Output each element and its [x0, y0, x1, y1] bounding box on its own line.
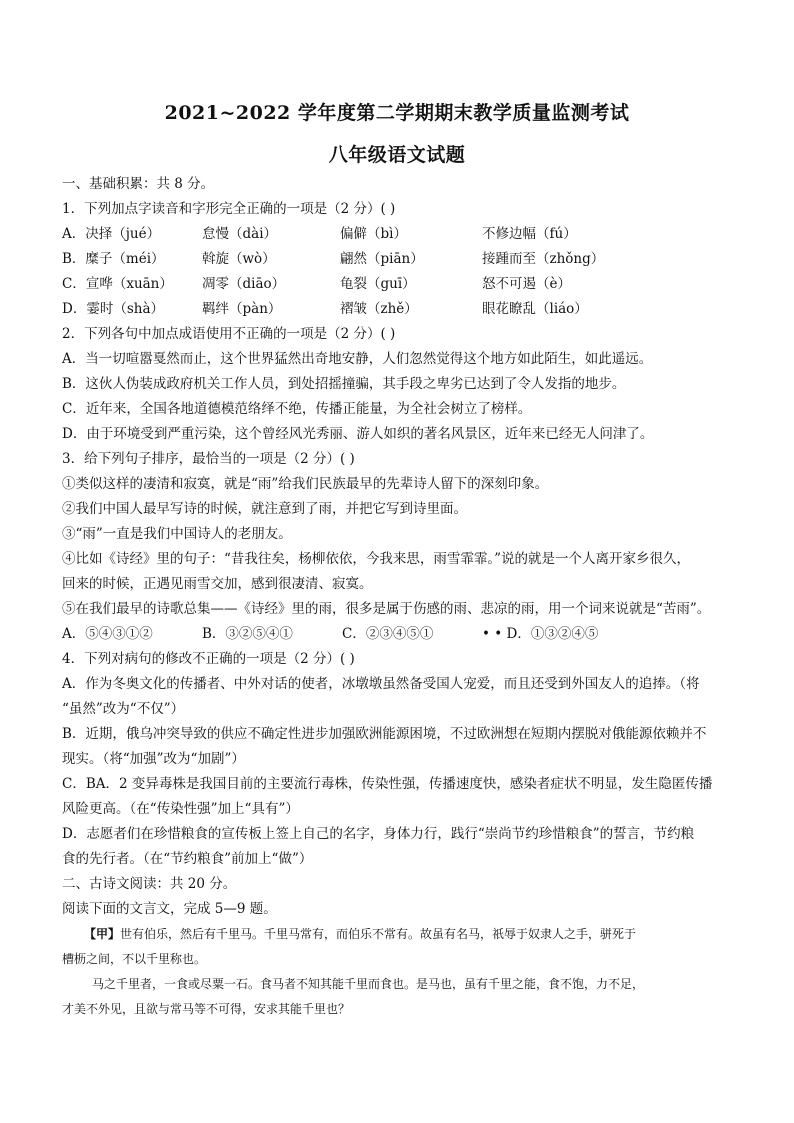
question-3-sentence: ②我们中国人最早写诗的时候，就注意到了雨，并把它写到诗里面。: [62, 501, 467, 517]
answer-option: A．⑤④③①②: [62, 626, 153, 642]
reading-intro: 阅读下面的文言文，完成 5—9 题。: [62, 901, 277, 917]
question-2-option-d: D．由于环境受到严重污染，这个曾经风光秀丽、游人如织的著名风景区，近年来已经无人问津了。: [62, 426, 654, 442]
option-text: 不修边幅（fú）: [482, 226, 577, 242]
section-1-heading: 一、基础积累：共 8 分。: [62, 176, 215, 192]
classical-paragraph-2-line-2: 才美不外见，且欲与常马等不可得，安求其能千里也？: [62, 1002, 351, 1016]
option-text: 翩然（piān）: [340, 251, 424, 267]
question-2-option-a: A．当一切喧嚣戛然而止，这个世界猛然出奇地安静，人们忽然觉得这个地方如此陌生，如此遥远。: [62, 351, 653, 367]
question-4-line: 食的先行者。（在“节约粮食”前加上“做”）: [62, 851, 313, 867]
exam-title: 2021~2022 学年度第二学期期末教学质量监测考试: [164, 102, 630, 124]
option-text: B．糜子（méi）: [62, 251, 165, 267]
option-text: 偏僻（bì）: [340, 226, 407, 242]
question-3-sentence: ①类似这样的凄清和寂寞，就是“雨”给我们民族最早的先辈诗人留下的深刻印象。: [62, 476, 549, 492]
classical-paragraph-2-line-1: 马之千里者，一食或尽粟一石。食马者不知其能千里而食也。是马也，虽有千里之能，食不饱，力不足，: [92, 977, 645, 991]
question-3-sentence: ⑤在我们最早的诗歌总集——《诗经》里的雨，很多是属于伤感的雨、悲凉的雨，用一个词来说就是“苦雨”。: [62, 601, 711, 617]
question-2-stem: 2．下列各句中加点成语使用不正确的一项是（2 分）( ): [62, 326, 396, 342]
question-1-stem: 1．下列加点字读音和字形完全正确的一项是（2 分）( ): [62, 201, 396, 217]
answer-option: C．②③④⑤①: [342, 626, 434, 642]
question-4-line: A．作为冬奥文化的传播者、中外对话的使者，冰墩墩虽然备受国人宠爱，而且还受到外国友人的追捧。（将: [62, 676, 700, 692]
section-2-heading: 二、古诗文阅读：共 20 分。: [62, 876, 237, 892]
question-4-stem: 4．下列对病句的修改不正确的一项是（2 分）( ): [62, 651, 355, 667]
question-3-sentence: ③“雨”一直是我们中国诗人的老朋友。: [62, 526, 292, 542]
question-3-sentence: ④比如《诗经》里的句子：“昔我往矣，杨柳依依，今我来思，雨雪霏霏。”说的就是一个人离开家乡很久，: [62, 551, 691, 567]
question-2-option-c: C．近年来，全国各地道德模范络绎不绝，传播正能量，为全社会树立了榜样。: [62, 401, 532, 417]
option-text: 褶皱（zhě）: [340, 301, 418, 317]
option-text: 羁绊（pàn）: [202, 301, 282, 317]
classical-text: 世有伯乐，然后有千里马。千里马常有，而伯乐不常有。故虽有名马，祇辱于奴隶人之手，骈死于: [120, 927, 637, 941]
question-4-line: “虽然”改为“不仅”）: [62, 701, 185, 717]
option-text: 接踵而至（zhǒng）: [482, 251, 605, 267]
option-text: D．霎时（shà）: [62, 301, 164, 317]
answer-option: B．③②⑤④①: [202, 626, 293, 642]
option-text: 怠慢（dài）: [202, 226, 278, 242]
question-3-stem: 3．给下列句子排序，最恰当的一项是（2 分）( ): [62, 451, 355, 467]
question-4-line: D．志愿者们在珍惜粮食的宣传板上签上自己的名字，身体力行，践行“崇尚节约珍惜粮食”的誓言，节约粮: [62, 826, 695, 842]
passage-tag: 【甲】: [84, 927, 121, 941]
option-text: 斡旋（wò）: [202, 251, 276, 267]
option-text: 龟裂（guī）: [340, 276, 416, 292]
question-4-line: C．BA．2 变异毒株是我国目前的主要流行毒株，传染性强，传播速度快，感染者症状不明显，发生隐匿传播: [62, 776, 713, 792]
question-2-option-b: B．这伙人伪装成政府机关工作人员，到处招摇撞骗，其手段之卑劣已达到了令人发指的地步。: [62, 376, 626, 392]
option-text: A．决择（jué）: [62, 226, 161, 242]
classical-paragraph-1-line-1: [84, 926, 636, 942]
answer-option: • • D．①③②④⑤: [482, 626, 599, 642]
classical-paragraph-1-line-2: 槽枥之间，不以千里称也。: [62, 952, 207, 966]
exam-subtitle: 八年级语文试题: [328, 144, 466, 166]
option-text: 怒不可遏（è）: [482, 276, 571, 292]
option-text: 凋零（diāo）: [202, 276, 286, 292]
option-text: C．宣哗（xuān）: [62, 276, 173, 292]
question-4-line: 风险更高。（在“传染性强”加上“具有”）: [62, 801, 299, 817]
question-4-line: 现实。（将“加强”改为“加剧”）: [62, 751, 245, 767]
option-text: 眼花瞭乱（liáo）: [482, 301, 588, 317]
question-4-line: B．近期，俄乌冲突导致的供应不确定性进步加强欧洲能源困境，不过欧洲想在短期内摆脱对俄能源依赖并不: [62, 726, 707, 742]
question-3-sentence: 回来的时候，正遇见雨雪交加，感到很凄清、寂寞。: [62, 576, 373, 592]
